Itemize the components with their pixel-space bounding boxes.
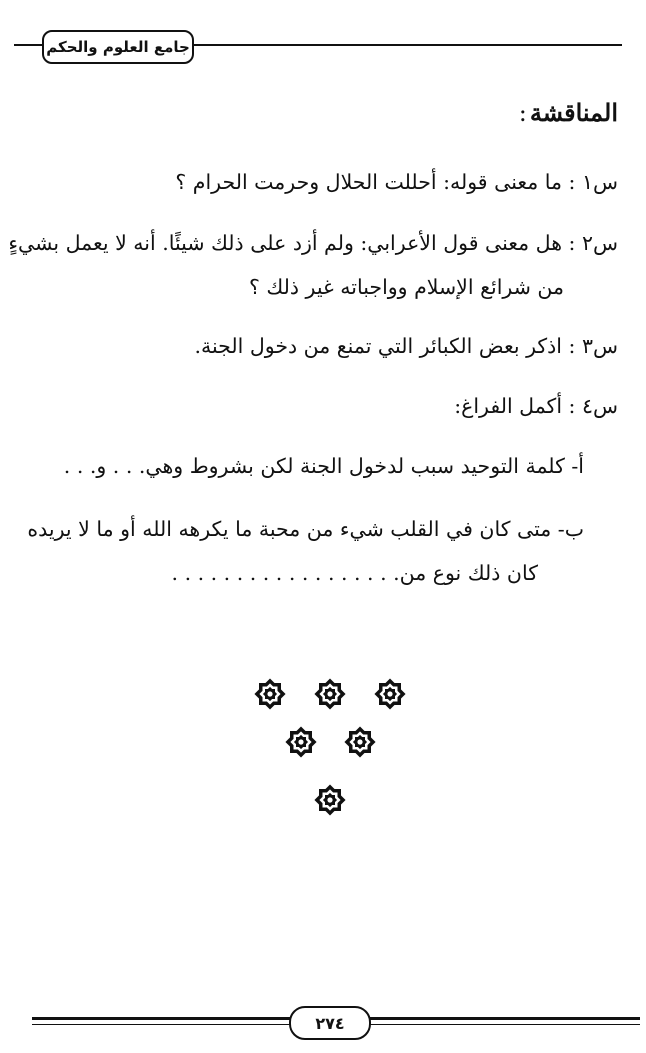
question-1: س١ : ما معنى قوله: أحللت الحلال وحرمت الحرام ؟: [175, 170, 618, 194]
eight-point-star-icon: [343, 725, 377, 759]
eight-point-star-icon: [373, 677, 407, 711]
eight-point-star-icon: [284, 725, 318, 759]
book-title: جامع العلوم والحكم: [46, 38, 190, 56]
section-title: المناقشة: [529, 98, 618, 127]
section-heading: [519, 98, 618, 127]
question-2-line-2: من شرائع الإسلام وواجباته غير ذلك ؟: [248, 275, 564, 299]
page-number: ٢٧٤: [315, 1013, 345, 1033]
question-4-item-a: أ- كلمة التوحيد سبب لدخول الجنة لكن بشروط وهي. . . و. . .: [63, 454, 584, 478]
section-colon: :: [518, 99, 527, 127]
question-4: س٤ : أكمل الفراغ:: [454, 394, 618, 418]
question-2-line-1: س٢ : هل معنى قول الأعرابي: ولم أزد على ذلك شيئًا. أنه لا يعمل بشيءٍ: [8, 231, 618, 255]
question-4-item-b-line-1: ب- متى كان في القلب شيء من محبة ما يكرهه الله أو ما لا يريده: [27, 517, 584, 541]
eight-point-star-icon: [253, 677, 287, 711]
header-title-box: [42, 30, 194, 64]
question-3: س٣ : اذكر بعض الكبائر التي تمنع من دخول الجنة.: [194, 334, 618, 358]
question-4-item-b-line-2: كان ذلك نوع من. . . . . . . . . . . . . . . . . .: [171, 561, 538, 585]
eight-point-star-icon: [313, 677, 347, 711]
page-number-badge: [289, 1006, 371, 1040]
eight-point-star-icon: [313, 783, 347, 817]
